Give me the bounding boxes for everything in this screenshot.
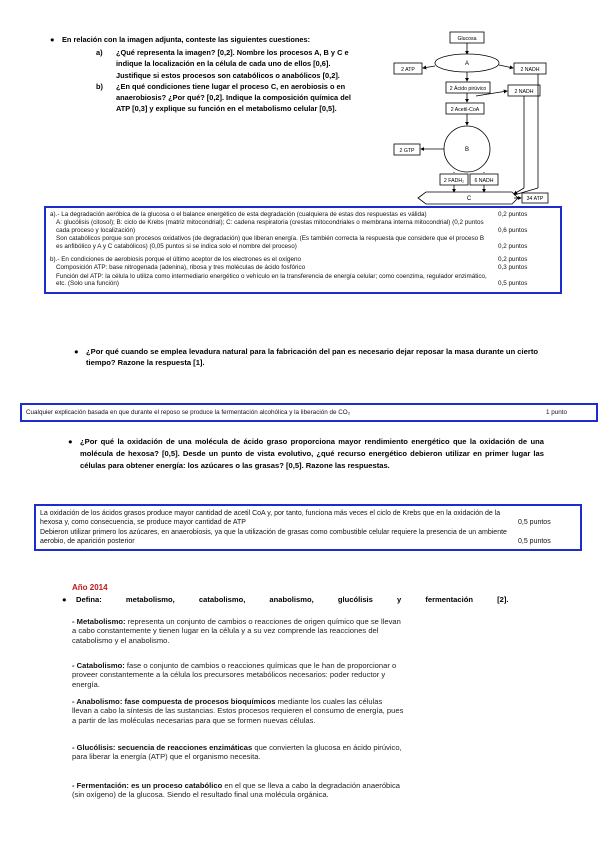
definition-text: en el que se lleva a cabo la degradación anaeróbica (sin oxígeno) de la glucosa. Siendo el resultado final una molécula orgánica. bbox=[72, 781, 400, 800]
metabolism-diagram bbox=[390, 28, 550, 208]
definition-term: - Fermentación: es un proceso catabólico bbox=[72, 781, 223, 790]
question-2 bbox=[74, 346, 556, 368]
bullet-icon: ● bbox=[50, 35, 55, 44]
answer-1a-catabolic-points: 0,2 puntos bbox=[498, 242, 528, 250]
question-3-text: ¿Por qué la oxidación de una molécula de ácido graso proporciona mayor rendimiento energético que la oxidación de una molécula de hexosa? [0,5]. Desde un punto de vista evolutivo, ¿qué recurso energético debieron utilizar en primer lugar las células para obtener energía: los azúcares o las grasas? [0,5]. Razone las respuestas. bbox=[80, 437, 544, 470]
definition-text: fase o conjunto de cambios o reacciones químicas que le han de proporcionar o proveer constantemente a la célula los precursores metabólicos necesarios: poder reductor y energía. bbox=[72, 661, 397, 689]
answer-1a-catabolic: Son catabólicos porque son procesos oxidativos (de degradación) que liberan energía. (Es también correcta la respuesta que considere que el proceso B es anfibólico y A y C catabólicos) (0,05 puntos si se indica solo el nombre del proceso) bbox=[56, 235, 485, 250]
question-1b: ¿En qué condiciones tiene lugar el proceso C, en aerobiosis o en anaerobiosis? ¿Por qué? [0,2]. Indique la composición química del ATP [0,3] y explique su función en el metabolismo celular [0,5]. bbox=[116, 81, 351, 114]
answer-1a-processes: A: glucólisis (citosol); B: ciclo de Krebs (matriz mitocondrial); C: cadena respiratoria (crestas mitocondriales o membrana interna mitocondrial) (0,2 puntos cada proceso y localización) bbox=[56, 219, 484, 234]
nadh6-label: 6 NADH bbox=[474, 178, 494, 184]
bullet-icon: ● bbox=[74, 347, 79, 356]
process-c-label: C bbox=[466, 196, 472, 202]
question-1 bbox=[50, 34, 354, 114]
process-a-label: A bbox=[464, 61, 470, 67]
bullet-icon: ● bbox=[62, 595, 67, 604]
atp2-label: 2 ATP bbox=[401, 67, 415, 73]
process-b-label: B bbox=[464, 147, 470, 153]
definition-term: - Catabolismo: bbox=[72, 661, 125, 670]
answer-1a-processes-points: 0,6 puntos bbox=[498, 226, 528, 234]
answer-1a-title: a).- La degradación aeróbica de la glucosa o el balance energético de esta degradación (cualquiera de estas dos respuestas es válida) bbox=[50, 211, 427, 218]
answer-1b-composition: Composición ATP: base nitrogenada (adenina), ribosa y tres moléculas de ácido fosfórico bbox=[56, 264, 306, 272]
answer-1b-conditions-points: 0,2 puntos bbox=[498, 256, 528, 264]
define-question-text: Defina: metabolismo, catabolismo, anabolismo, glucólisis y fermentación [2]. bbox=[76, 595, 509, 604]
definition-term: - Glucólisis: secuencia de reacciones enzimáticas bbox=[72, 743, 253, 752]
answer-3-evolution-points: 0,5 puntos bbox=[518, 538, 551, 545]
definition-glucolisis bbox=[72, 743, 404, 762]
gtp2-label: 2 GTP bbox=[399, 148, 415, 154]
answer-3-fatty-acids: La oxidación de los ácidos grasos produce mayor cantidad de acetil CoA y, por tanto, funciona más veces el ciclo de Krebs que en la oxidación de la hexosa y, como consecuencia, se produce mayor cantidad de ATP bbox=[40, 510, 501, 526]
definition-text: representa un conjunto de cambios o reacciones de origen químico que se llevan a cabo constantemente y tienen lugar en la célula y a su vez comprende las reacciones del catabolismo y el anabolismo. bbox=[72, 617, 401, 645]
answer-1b-function-points: 0,5 puntos bbox=[498, 280, 528, 288]
answer-3-fatty-acids-points: 0,5 puntos bbox=[518, 519, 551, 526]
answer-1b-conditions: b).- En condiciones de aerobiosis porque el último aceptor de los electrones es el oxígeno bbox=[50, 256, 301, 264]
question-1-intro: En relación con la imagen adjunta, conteste las siguientes cuestiones: bbox=[62, 35, 311, 44]
definition-fermentacion bbox=[72, 781, 404, 800]
nadh2-top-label: 2 NADH bbox=[520, 67, 540, 73]
answer-3-evolution: Debieron utilizar primero los azúcares, en anaerobiosis, ya que la utilización de grasas como combustible celular requiere la presencia de un ambiente aerobio, de aparición posterior bbox=[40, 529, 507, 545]
question-3 bbox=[68, 436, 544, 472]
answer-1b-function: Función del ATP: la célula lo utiliza como intermediario energético o vehículo en la transferencia de energía celular; como coenzima, regulador enzimático, etc. (Solo una función) bbox=[56, 272, 487, 288]
answer-box-1 bbox=[44, 206, 562, 294]
year-title: Año 2014 bbox=[72, 583, 108, 592]
answer-box-2 bbox=[20, 403, 598, 422]
atp34-label: 34 ATP bbox=[526, 196, 544, 202]
question-2-text: ¿Por qué cuando se emplea levadura natural para la fabricación del pan es necesario dejar reposar la masa durante un cierto tiempo? Razone la respuesta [1]. bbox=[86, 347, 538, 368]
answer-box-3 bbox=[34, 504, 582, 551]
answer-1b-composition-points: 0,3 puntos bbox=[498, 264, 528, 272]
definition-metabolismo bbox=[72, 617, 404, 645]
nadh2-mid-label: 2 NADH bbox=[514, 89, 534, 95]
definition-text: mediante los cuales las células llevan a cabo la síntesis de las sustancias. Estos procesos requieren el consumo de energía, pues a partir de las moléculas necesarias para que se formen nuevas células. bbox=[72, 697, 404, 725]
define-question bbox=[62, 594, 560, 605]
sub-label-a: a) bbox=[96, 48, 103, 58]
answer-2-text: Cualquier explicación basada en que durante el reposo se produce la fermentación alcohólica y la liberación de CO₂ bbox=[26, 409, 351, 416]
definition-term: - Anabolismo: fase compuesta de procesos bioquímicos bbox=[72, 697, 276, 706]
acetil-label: 2 Acetil-CoA bbox=[450, 107, 480, 113]
sub-label-b: b) bbox=[96, 81, 103, 91]
definition-term: - Metabolismo: bbox=[72, 617, 126, 626]
glucosa-label: Glucosa bbox=[457, 36, 477, 42]
piruvico-label: 2 Ácido pirúvico bbox=[449, 86, 487, 92]
bullet-icon: ● bbox=[68, 437, 73, 446]
question-1a: ¿Qué representa la imagen? [0,2]. Nombre los procesos A, B y C e indique la localización en la célula de cada uno de ellos [0,6]. Justifique si estos procesos son catabólicos o anabólicos [0,2]. bbox=[116, 48, 349, 80]
definition-anabolismo bbox=[72, 697, 404, 725]
answer-1a-title-points: 0,2 puntos bbox=[498, 211, 528, 218]
definition-text: que convierten la glucosa en ácido pirúvico, para liberar la energía (ATP) que el organismo necesita. bbox=[72, 743, 402, 762]
answer-2-points: 1 punto bbox=[546, 409, 568, 416]
definition-catabolismo bbox=[72, 661, 404, 689]
fadh2-label: 2 FADH₂ bbox=[443, 178, 465, 184]
